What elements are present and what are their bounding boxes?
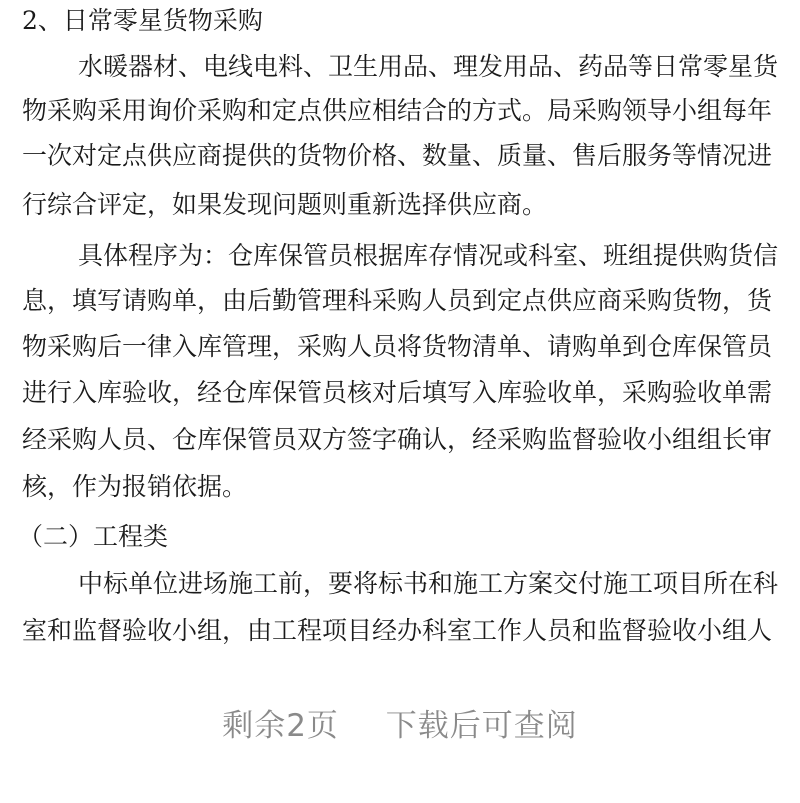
paragraph-line: 息，填写请购单，由后勤管理科采购人员到定点供应商采购货物，货: [22, 286, 773, 315]
paragraph-line: 室和监督验收小组，由工程项目经办科室工作人员和监督验收小组人: [22, 616, 773, 645]
section-heading-engineering: （二）工程类: [18, 522, 169, 551]
paragraph-line: 中标单位进场施工前，要将标书和施工方案交付施工项目所在科: [78, 569, 779, 598]
paragraph-line: 物采购采用询价采购和定点供应相结合的方式。局采购领导小组每年: [22, 96, 773, 125]
paragraph-line: 一次对定点供应商提供的货物价格、数量、质量、售后服务等情况进: [22, 141, 773, 170]
subheading-daily-purchase: 2、日常零星货物采购: [22, 6, 263, 35]
paragraph-line: 具体程序为：仓库保管员根据库存情况或科室、班组提供购货信: [78, 241, 779, 270]
paragraph-line: 进行入库验收，经仓库保管员核对后填写入库验收单，采购验收单需: [22, 378, 773, 407]
download-prompt[interactable]: [0, 700, 800, 745]
remaining-pages-label: 剩余2页: [222, 708, 339, 744]
paragraph-line: 水暖器材、电线电料、卫生用品、理发用品、药品等日常零星货: [78, 52, 779, 81]
paragraph-line: 行综合评定，如果发现问题则重新选择供应商。: [22, 190, 548, 219]
download-to-view-label[interactable]: 下载后可查阅: [385, 708, 578, 744]
paragraph-line: 经采购人员、仓库保管员双方签字确认，经采购监督验收小组组长审: [22, 425, 773, 454]
paragraph-line: 物采购后一律入库管理，采购人员将货物清单、请购单到仓库保管员: [22, 332, 773, 361]
paragraph-line: 核，作为报销依据。: [22, 472, 248, 501]
